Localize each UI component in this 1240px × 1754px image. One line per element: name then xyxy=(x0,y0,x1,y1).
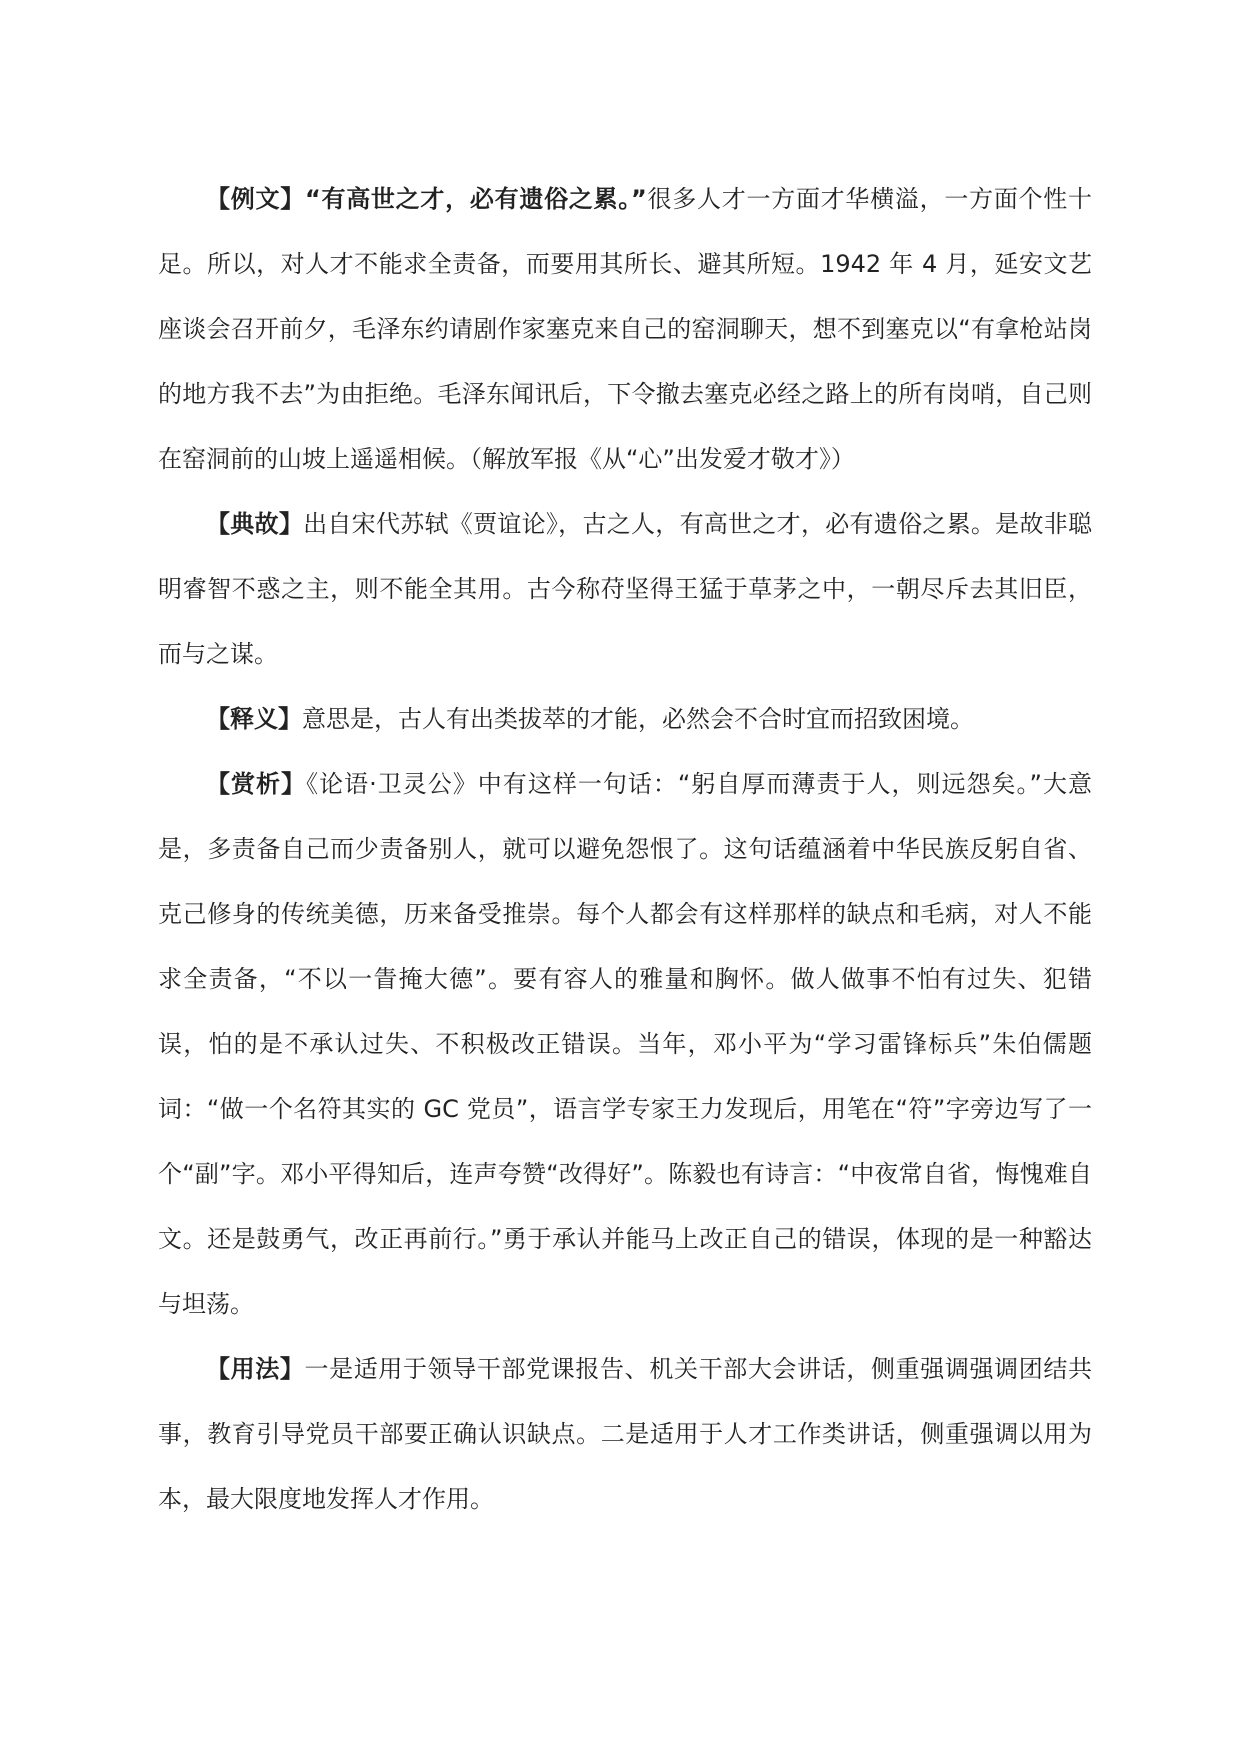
usage-text: 一是适用于领导干部党课报告、机关干部大会讲话，侧重强调强调团结共事，教育引导党员干部要正确认识缺点。二是适用于人才工作类讲话，侧重强调以用为本，最大限度地发挥人才作用。 xyxy=(158,1355,1092,1513)
example-text: 很多人才一方面才华横溢，一方面个性十足。所以，对人才不能求全责备，而要用其所长、避其所短。1942 年 4 月，延安文艺座谈会召开前夕，毛泽东约请剧作家塞克来自己的窑洞聊天，想不到塞克以“有拿枪站岗的地方我不去”为由拒绝。毛泽东闻讯后，下令撤去塞克必经之路上的所有岗哨，自己则在窑洞前的山坡上遥遥相候。（解放军报《从“心”出发爱才敬才》） xyxy=(158,185,1093,473)
paragraph-appreciation xyxy=(158,752,1092,1337)
paragraph-allusion xyxy=(158,492,1092,687)
label-meaning: 【释义】 xyxy=(206,705,302,733)
label-allusion: 【典故】 xyxy=(206,510,304,538)
label-usage: 【用法】 xyxy=(206,1355,305,1383)
paragraph-example xyxy=(158,167,1092,492)
appreciation-text: 《论语·卫灵公》中有这样一句话：“躬自厚而薄责于人，则远怨矣。”大意是，多责备自己而少责备别人，就可以避免怨恨了。这句话蕴涵着中华民族反躬自省、克己修身的传统美德，历来备受推崇。每个人都会有这样那样的缺点和毛病，对人不能求全责备，“不以一眚掩大德”。要有容人的雅量和胸怀。做人做事不怕有过失、犯错误，怕的是不承认过失、不积极改正错误。当年，邓小平为“学习雷锋标兵”朱伯儒题词：“做一个名符其实的 GC 党员”，语言学专家王力发现后，用笔在“符”字旁边写了一个“副”字。邓小平得知后，连声夸赞“改得好”。陈毅也有诗言：“中夜常自省，悔愧难自文。还是鼓勇气，改正再前行。”勇于承认并能马上改正自己的错误，体现的是一种豁达与坦荡。 xyxy=(158,770,1093,1318)
allusion-text: 出自宋代苏轼《贾谊论》，古之人，有高世之才，必有遗俗之累。是故非聪明睿智不惑之主，则不能全其用。古今称苻坚得王猛于草茅之中，一朝尽斥去其旧臣，而与之谋。 xyxy=(158,510,1093,668)
meaning-text: 意思是，古人有出类拔萃的才能，必然会不合时宜而招致困境。 xyxy=(302,705,974,733)
paragraph-meaning xyxy=(158,687,1092,752)
label-example: 【例文】 xyxy=(206,185,305,213)
label-appreciation: 【赏析】 xyxy=(206,770,307,798)
example-quote: “有高世之才，必有遗俗之累。” xyxy=(304,185,647,213)
paragraph-usage xyxy=(158,1337,1092,1532)
document-body xyxy=(158,167,1092,1532)
